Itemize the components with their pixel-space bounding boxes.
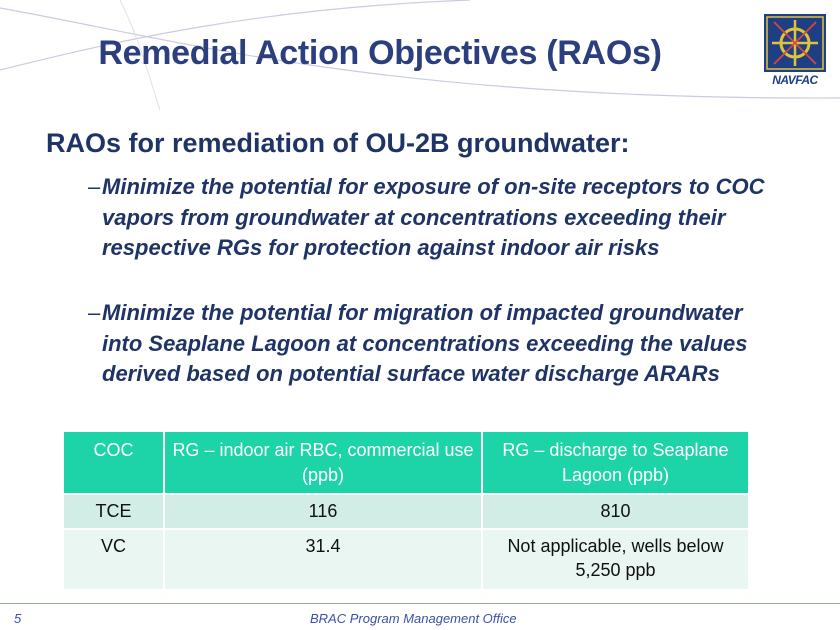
table-cell: 810	[482, 494, 748, 529]
footer-text: BRAC Program Management Office	[310, 611, 517, 626]
bullet-text: Minimize the potential for migration of impacted groundwater into Seaplane Lagoon at concentrations exceeding the values derived based on potential surface water discharge ARARs	[102, 300, 748, 386]
column-header-discharge: RG – discharge to Seaplane Lagoon (ppb)	[482, 432, 748, 494]
navfac-emblem-icon	[764, 14, 826, 72]
bullet-dash: –	[88, 300, 101, 325]
table-row	[64, 494, 748, 529]
footer-divider	[0, 603, 840, 604]
logo-text: NAVFAC	[764, 72, 826, 88]
table-cell: TCE	[64, 494, 164, 529]
bullet-dash: –	[88, 174, 101, 199]
remediation-goals-table	[64, 432, 748, 589]
bullet-item	[88, 172, 788, 264]
table-cell: Not applicable, wells below 5,250 ppb	[482, 529, 748, 589]
page-number: 5	[14, 611, 22, 626]
column-header-coc: COC	[64, 432, 164, 494]
column-header-indoor-air: RG – indoor air RBC, commercial use (ppb)	[164, 432, 482, 494]
bullet-item	[88, 298, 788, 390]
slide-subtitle: RAOs for remediation of OU-2B groundwater:	[46, 128, 630, 158]
slide-title: Remedial Action Objectives (RAOs)	[98, 34, 662, 72]
table-cell: VC	[64, 529, 164, 589]
table-header-row	[64, 432, 748, 494]
table-cell: 116	[164, 494, 482, 529]
bullet-text: Minimize the potential for exposure of on-site receptors to COC vapors from groundwater at concentrations exceeding their respective RGs for protection against indoor air risks	[102, 174, 765, 260]
table-row	[64, 529, 748, 589]
table-cell: 31.4	[164, 529, 482, 589]
navfac-logo	[764, 14, 826, 88]
